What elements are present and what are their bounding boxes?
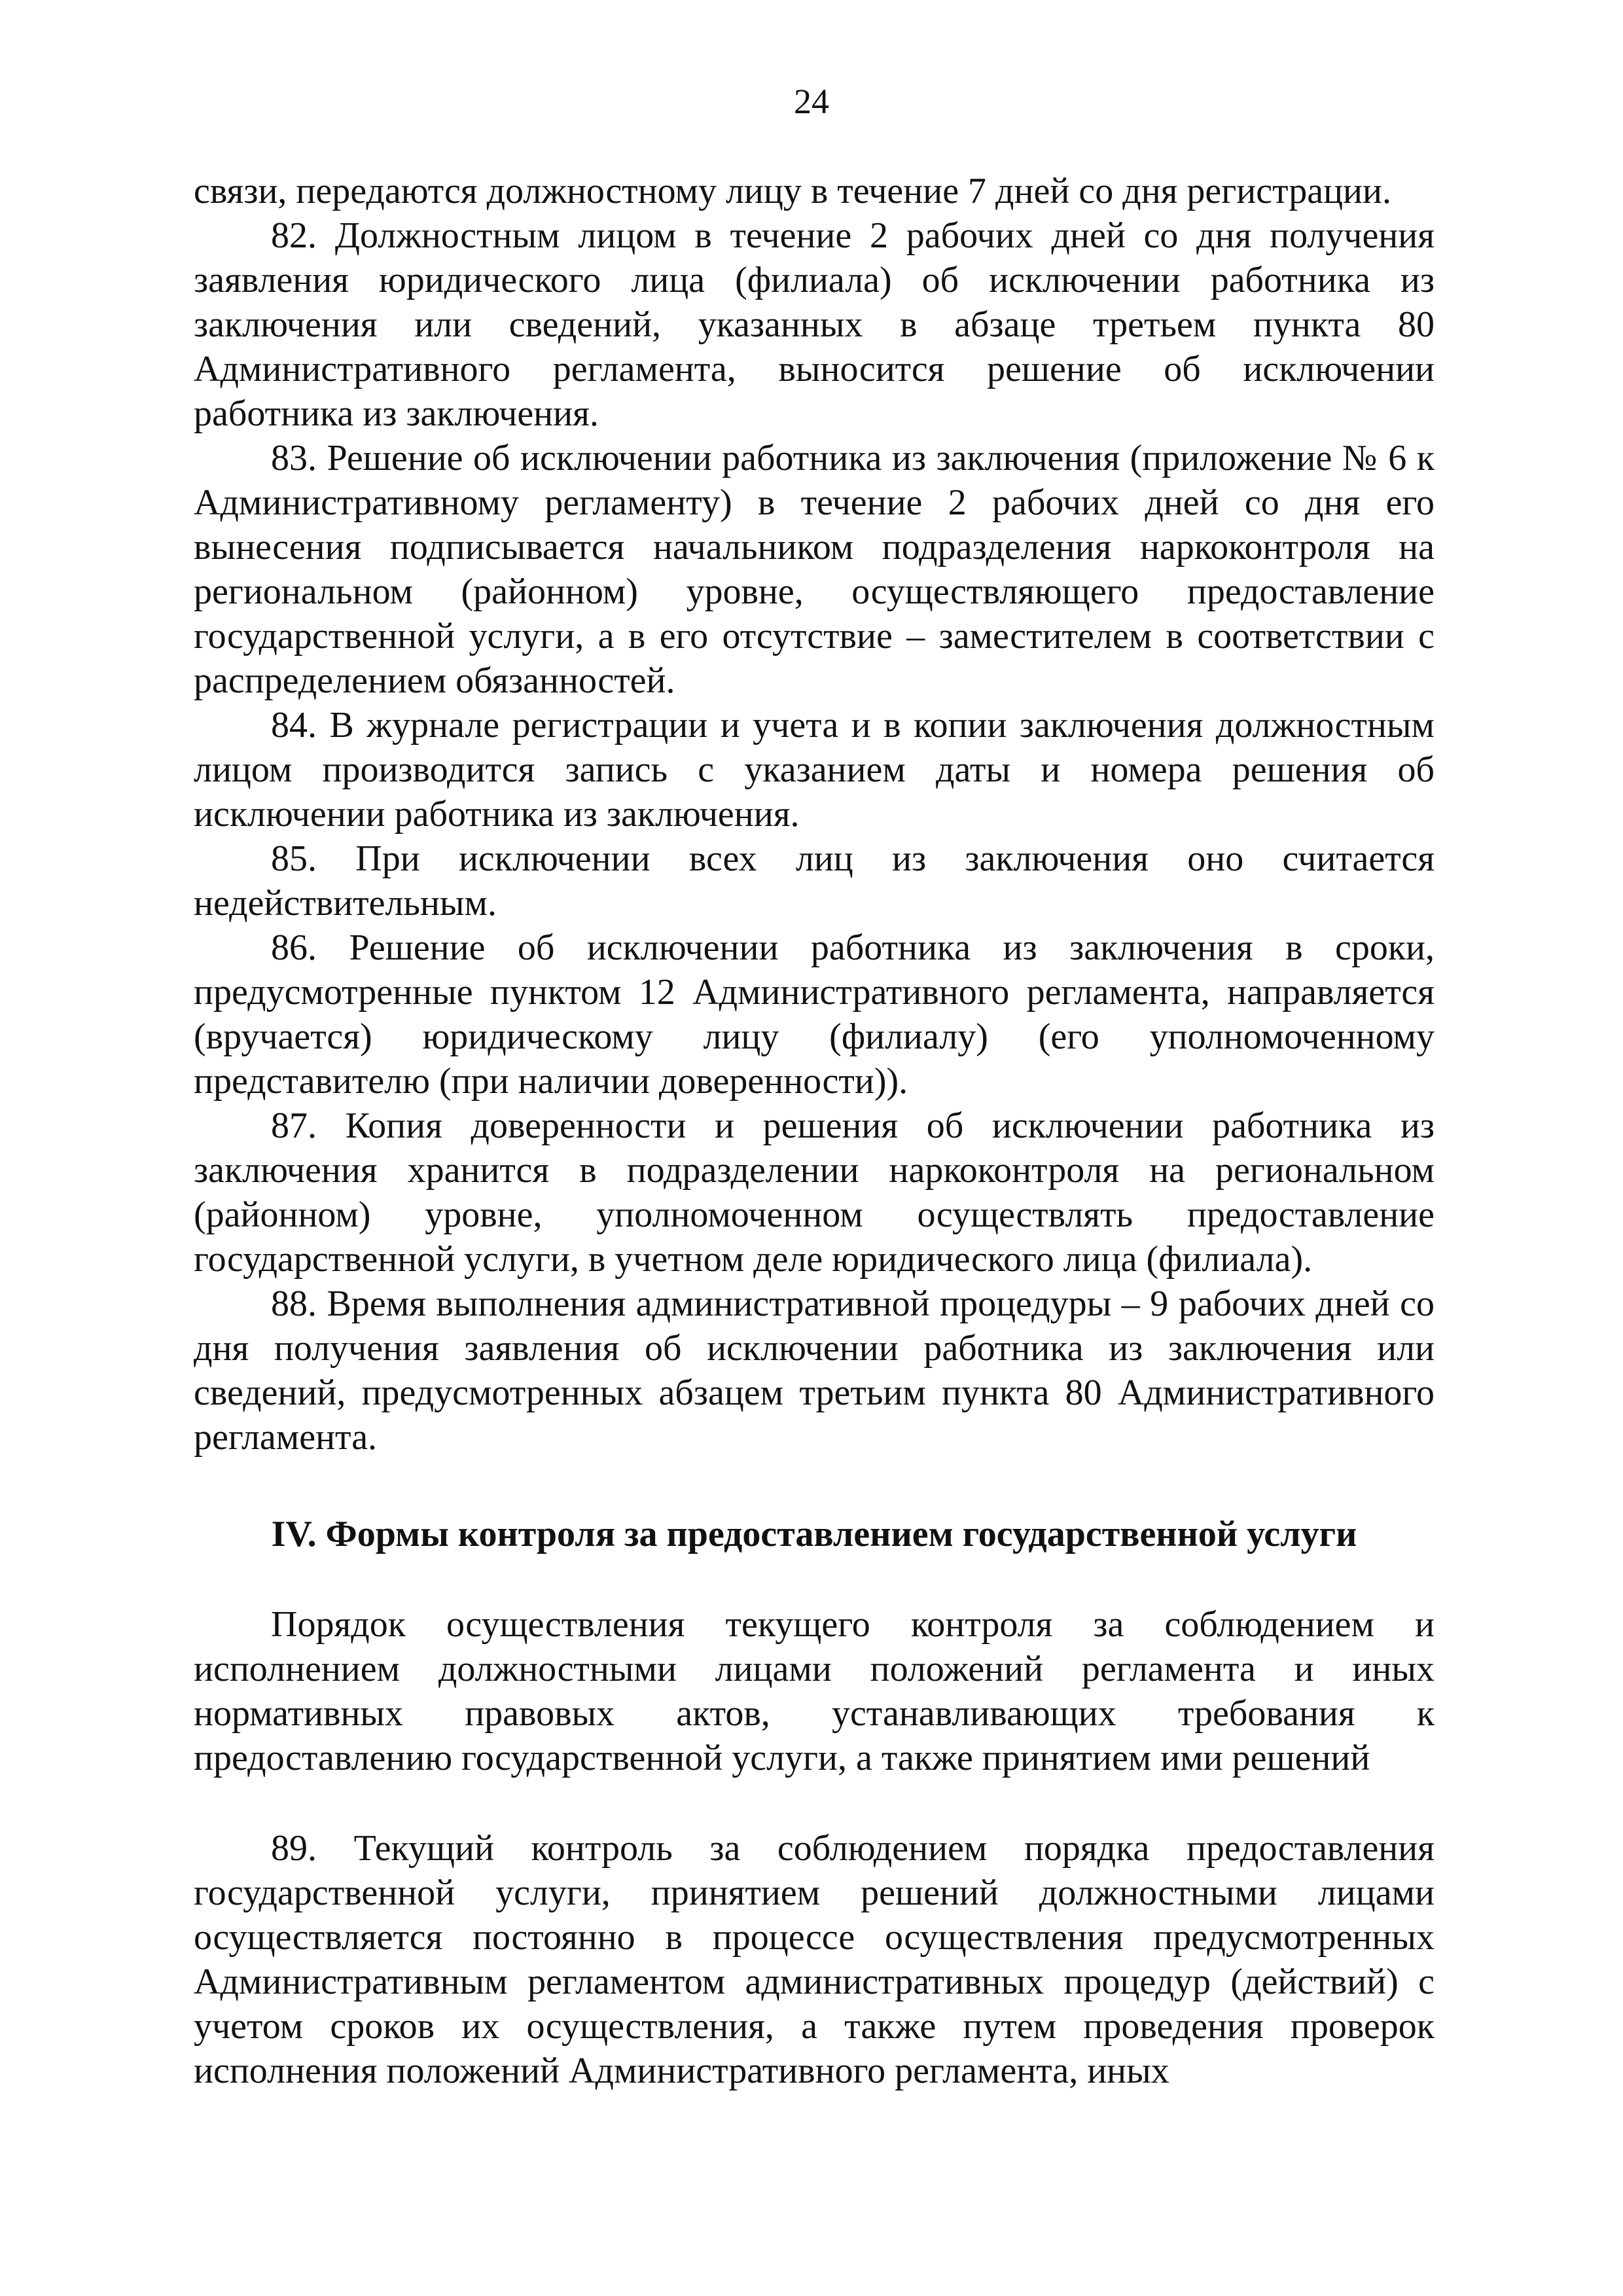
paragraph-84: 84. В журнале регистрации и учета и в копии заключения должностным лицом производится запись с указанием даты и номера решения об исключении работника из заключения.: [194, 705, 1435, 834]
paragraph-87: 87. Копия доверенности и решения об исключении работника из заключения хранится в подразделении наркоконтроля на региональном (районном) уровне, уполномоченном осуществлять предоставление государственной услуги, в учетном деле юридического лица (филиала).: [194, 1105, 1435, 1280]
paragraph-86: 86. Решение об исключении работника из заключения в сроки, предусмотренные пунктом 12 Административного регламента, направляется (вручается) юридическому лицу (филиалу) (его уполномоченному представителю (при наличии доверенности)).: [194, 927, 1435, 1102]
paragraph-82: 82. Должностным лицом в течение 2 рабочих дней со дня получения заявления юридического лица (филиала) об исключении работника из заключения или сведений, указанных в абзаце третьем пункта 80 Административного регламента, выносится решение об исключении работника из заключения.: [194, 215, 1435, 434]
page-number: 24: [794, 82, 829, 121]
section-subtitle: Порядок осуществления текущего контроля за соблюдением и исполнением должностными лицами положений регламента и иных нормативных правовых актов, устанавливающих требования к предоставлению государственной услуги, а также принятием ими решений: [194, 1604, 1435, 1778]
paragraph-85: 85. При исключении всех лиц из заключения оно считается недействительным.: [194, 838, 1435, 924]
paragraph-89: 89. Текущий контроль за соблюдением порядка предоставления государственной услуги, принятием решений должностными лицами осуществляется постоянно в процессе осуществления предусмотренных Административным регламентом административных процедур (действий) с учетом сроков их осуществления, а также путем проведения проверок исполнения положений Административного регламента, иных: [194, 1828, 1435, 2091]
document-body: [194, 169, 1435, 2093]
paragraph-83: 83. Решение об исключении работника из заключения (приложение № 6 к Административному регламенту) в течение 2 рабочих дней со дня его вынесения подписывается начальником подразделения наркоконтроля на региональном (районном) уровне, осуществляющего предоставление государственной услуги, а в его отсутствие – заместителем в соответствии с распределением обязанностей.: [194, 438, 1435, 701]
paragraph-81-continuation: связи, передаются должностному лицу в течение 7 дней со дня регистрации.: [194, 171, 1391, 211]
paragraph-88: 88. Время выполнения административной процедуры – 9 рабочих дней со дня получения заявления об исключении работника из заключения или сведений, предусмотренных абзацем третьим пункта 80 Административного регламента.: [194, 1283, 1435, 1458]
section-title: IV. Формы контроля за предоставлением государственной услуги: [271, 1514, 1357, 1554]
